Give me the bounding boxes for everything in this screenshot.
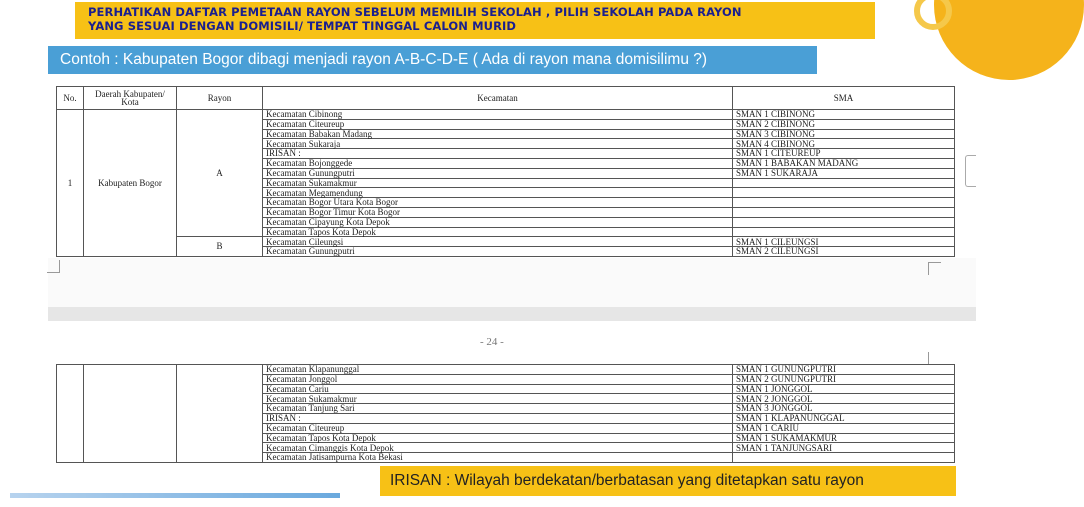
sma-cell: SMAN 1 CIBINONG [733,110,955,120]
kecamatan-cell: Kecamatan Bogor Utara Kota Bogor [263,198,733,208]
row-number [57,365,84,463]
kecamatan-cell: Kecamatan Sukamakmur [263,394,733,404]
sma-cell [733,217,955,227]
page-number: - 24 - [480,336,504,348]
table-header-row [57,87,955,110]
warning-line-2: YANG SESUAI DENGAN DOMISILI/ TEMPAT TINGGAL CALON MURID [88,19,517,33]
kecamatan-cell: Kecamatan Citeureup [263,119,733,129]
kecamatan-cell: Kecamatan Cileungsi [263,237,733,247]
irisan-note: IRISAN : Wilayah berdekatan/berbatasan yang ditetapkan satu rayon [380,466,956,496]
sma-cell: SMAN 1 SUKARAJA [733,168,955,178]
kecamatan-cell: Kecamatan Klapanunggal [263,365,733,375]
kecamatan-cell: Kecamatan Jonggol [263,374,733,384]
sma-cell: SMAN 1 CILEUNGSI [733,237,955,247]
page-corner-mark [47,260,60,273]
sma-cell: SMAN 3 CIBINONG [733,129,955,139]
region-name: Kabupaten Bogor [84,110,177,257]
kecamatan-cell: IRISAN : [263,413,733,423]
kecamatan-cell: Kecamatan Bogor Timur Kota Bogor [263,207,733,217]
page-corner-mark [928,262,941,275]
kecamatan-cell: Kecamatan Cibinong [263,110,733,120]
sma-cell: SMAN 1 GUNUNGPUTRI [733,365,955,375]
sma-cell [733,207,955,217]
sma-cell: SMAN 2 GUNUNGPUTRI [733,374,955,384]
kecamatan-cell: Kecamatan Sukaraja [263,139,733,149]
rayon-label: B [177,237,263,257]
rayon-label: A [177,110,263,237]
header-sma: SMA [733,87,955,110]
region-name [84,365,177,463]
header-kecamatan: Kecamatan [263,87,733,110]
kecamatan-cell: Kecamatan Megamendung [263,188,733,198]
sma-cell: SMAN 1 TANJUNGSARI [733,443,955,453]
kecamatan-cell: Kecamatan Cimanggis Kota Depok [263,443,733,453]
header-daerah: Daerah Kabupaten/ Kota [84,87,177,110]
sma-cell: SMAN 2 CIBINONG [733,119,955,129]
sma-cell: SMAN 1 CITEUREUP [733,149,955,159]
rayon-label [177,365,263,463]
kecamatan-cell: Kecamatan Gunungputri [263,168,733,178]
kecamatan-cell: Kecamatan Cipayung Kota Depok [263,217,733,227]
example-caption: Contoh : Kabupaten Bogor dibagi menjadi rayon A-B-C-D-E ( Ada di rayon mana domisilimu ?) [48,46,817,74]
kecamatan-cell: Kecamatan Citeureup [263,423,733,433]
sma-cell [733,453,955,463]
sma-cell: SMAN 1 SUKAMAKMUR [733,433,955,443]
header-no: No. [57,87,84,110]
header-rayon: Rayon [177,87,263,110]
table-row [57,237,955,247]
sma-cell: SMAN 1 CARIU [733,423,955,433]
sma-cell: SMAN 3 JONGGOL [733,404,955,414]
sma-cell: SMAN 1 JONGGOL [733,384,955,394]
document-page-1 [56,86,955,257]
sma-cell: SMAN 4 CIBINONG [733,139,955,149]
side-scroll-tab[interactable] [965,155,976,187]
rayon-table-page-1 [56,86,955,257]
page-separator [48,307,976,321]
sma-cell [733,178,955,188]
kecamatan-cell: Kecamatan Gunungputri [263,247,733,257]
sma-cell: SMAN 2 JONGGOL [733,394,955,404]
decorative-circle [934,0,1084,80]
kecamatan-cell: Kecamatan Jatisampurna Kota Bekasi [263,453,733,463]
sma-cell [733,188,955,198]
table-row [57,365,955,375]
page-gap [48,258,976,310]
kecamatan-cell: Kecamatan Bojonggede [263,158,733,168]
sma-cell [733,227,955,237]
kecamatan-cell: Kecamatan Sukamakmur [263,178,733,188]
decorative-underline [10,493,340,498]
kecamatan-cell: Kecamatan Tapos Kota Depok [263,227,733,237]
kecamatan-cell: Kecamatan Tanjung Sari [263,404,733,414]
sma-cell: SMAN 1 BABAKAN MADANG [733,158,955,168]
warning-line-1: PERHATIKAN DAFTAR PEMETAAN RAYON SEBELUM MEMILIH SEKOLAH , PILIH SEKOLAH PADA RAYON [88,5,742,19]
kecamatan-cell: IRISAN : [263,149,733,159]
warning-banner [75,2,875,39]
kecamatan-cell: Kecamatan Cariu [263,384,733,394]
row-number: 1 [57,110,84,257]
kecamatan-cell: Kecamatan Tapos Kota Depok [263,433,733,443]
kecamatan-cell: Kecamatan Babakan Madang [263,129,733,139]
sma-cell: SMAN 1 KLAPANUNGGAL [733,413,955,423]
sma-cell [733,198,955,208]
table-row [57,110,955,120]
document-page-2 [56,364,955,463]
sma-cell: SMAN 2 CILEUNGSI [733,247,955,257]
rayon-table-page-2 [56,364,955,463]
